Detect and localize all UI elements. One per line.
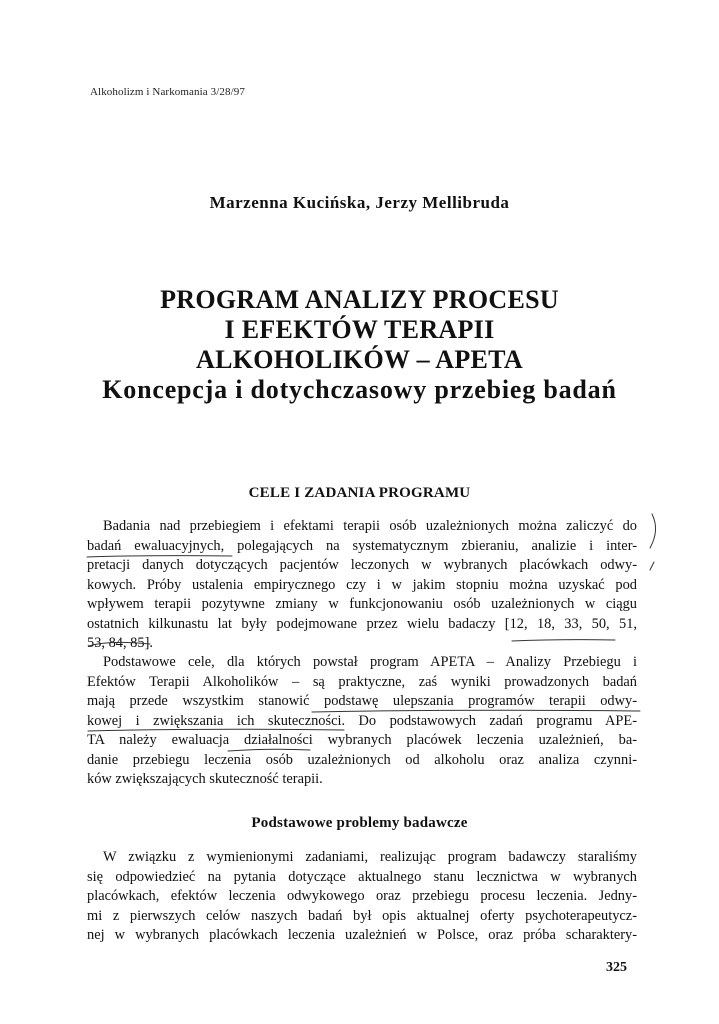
title-line-1: PROGRAM ANALIZY PROCESU [160, 285, 559, 314]
paragraph-2-line: mają przede wszystkim stanowić podstawę ulepszania programów terapii odwy- [87, 693, 637, 709]
margin-tick-mark [650, 562, 654, 570]
running-head: Alkoholizm i Narkomania 3/28/97 [90, 86, 245, 98]
article-title [0, 285, 719, 405]
paragraph-3-line: mi z pierwszych celów naszych badań był opis aktualnej oferty psychoterapeutycz- [87, 907, 637, 924]
paragraph-2-line: Podstawowe cele, dla których powstał program APETA – Analizy Przebiegu i [103, 654, 637, 670]
paragraph-3-line: się odpowiedzieć na pytania dotyczące aktualnego stanu lecznictwa w wybranych [87, 868, 637, 885]
paragraph-3-line: W związku z wymienionymi zadaniami, realizując program badawczy staraliśmy [103, 849, 637, 865]
margin-bracket-mark [650, 514, 656, 548]
paragraph-1-line: badań ewaluacyjnych, polegających na systematycznym zbieraniu, analizie i inter- [87, 537, 637, 554]
paragraph-1-line: pretacji danych dotyczących pacjentów leczonych w wybranych placówkach odwy- [87, 557, 637, 573]
paragraph-3-line: nej w wybranych placówkach leczenia uzależnień w Polsce, oraz próba scharaktery- [87, 927, 637, 943]
paragraph-1 [87, 517, 637, 654]
paragraph-1-line: 53, 84, 85]. [87, 635, 153, 651]
paragraph-1-line: wpływem terapii pozytywne zmiany w funkcjonowaniu osób uzależnionych w ciągu [87, 596, 637, 612]
authors: Marzenna Kucińska, Jerzy Mellibruda [209, 193, 510, 212]
paragraph-2-line: danie przebiegu leczenia osób uzależnionych od alkoholu oraz analiza czynni- [87, 751, 637, 768]
paragraph-2-line: Efektów Terapii Alkoholików – są praktyczne, zaś wyniki prowadzonych badań [87, 673, 637, 690]
paragraph-1-line: kowych. Próby ustalenia empirycznego czy i w jakim stopniu można uzyskać pod [87, 576, 637, 593]
paragraph-3 [87, 848, 637, 946]
paragraph-2-line: TA należy ewaluacja działalności wybranych placówek leczenia uzależnień, ba- [87, 732, 637, 748]
paragraph-3-line: placówkach, efektów leczenia odwykowego oraz przebiegu procesu leczenia. Jedny- [87, 888, 637, 904]
paragraph-2-line: ków zwiększających skuteczność terapii. [87, 771, 323, 787]
subsection-heading: Podstawowe problemy badawcze [251, 815, 468, 831]
paragraph-2-line: kowej i zwiększania ich skuteczności. Do podstawowych zadań programu APE- [87, 712, 637, 729]
paragraph-1-line: Badania nad przebiegiem i efektami terapii osób uzależnionych można zaliczyć do [103, 518, 637, 534]
title-line-2: I EFEKTÓW TERAPII [224, 315, 495, 344]
section-heading: CELE I ZADANIA PROGRAMU [248, 485, 471, 501]
page-number: 325 [606, 960, 627, 975]
article-subtitle: Koncepcja i dotychczasowy przebieg badań [102, 375, 617, 404]
title-line-3: ALKOHOLIKÓW – APETA [196, 345, 523, 374]
paragraph-2 [87, 653, 637, 790]
paragraph-1-line: ostatnich kilkunastu lat były podejmowane przez wielu badaczy [12, 18, 33, 50, 51, [87, 615, 637, 632]
